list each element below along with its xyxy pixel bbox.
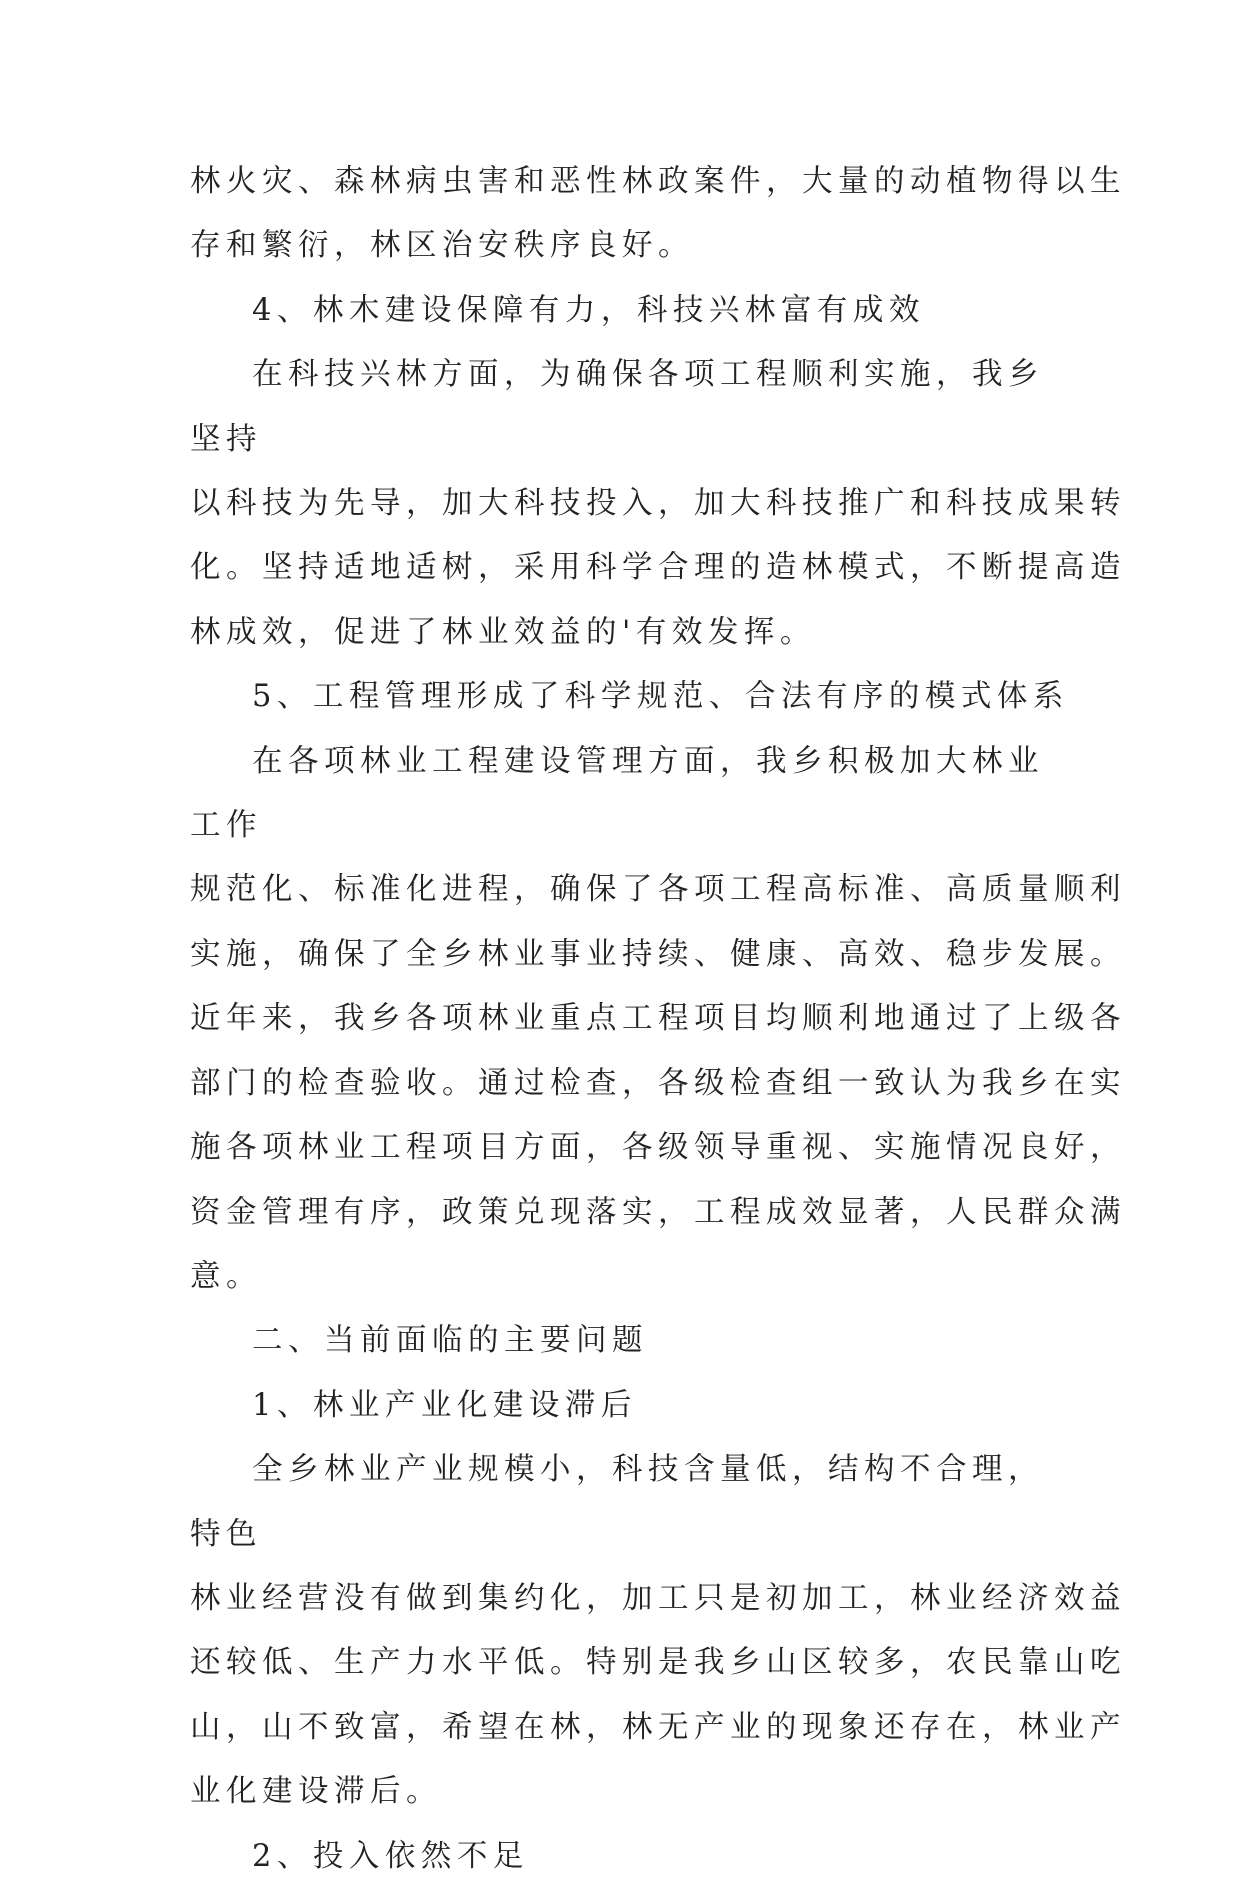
paragraph-project-management (190, 730, 1126, 1310)
heading-item-5 (190, 665, 1070, 729)
section-heading-2 (190, 1309, 1070, 1373)
text-line: 林火灾、森林病虫害和恶性林政案件，大量的动植物得以生 (190, 164, 1126, 199)
text-line: 在科技兴林方面，为确保各项工程顺利实施，我乡坚持 (190, 357, 1044, 457)
paragraph-industry-lag (190, 1438, 1126, 1824)
text-line: 资金管理有序，政策兑现落实，工程成效显著，人民群众满 (190, 1194, 1126, 1230)
text-line: 山，山不致富，希望在林，林无产业的现象还存在，林业产 (190, 1709, 1126, 1745)
text-line: 还较低、生产力水平低。特别是我乡山区较多，农民靠山吃 (190, 1645, 1126, 1681)
text-line: 规范化、标准化进程，确保了各项工程高标准、高质量顺利 (190, 872, 1126, 908)
text-line: 林业经营没有做到集约化，加工只是初加工，林业经济效益 (190, 1580, 1126, 1616)
text-line: 4、林木建设保障有力，科技兴林富有成效 (252, 292, 925, 328)
text-line: 在各项林业工程建设管理方面，我乡积极加大林业工作 (190, 743, 1044, 844)
document-body (190, 150, 1126, 1889)
heading-problem-2 (190, 1825, 1070, 1889)
text-line: 以科技为先导，加大科技投入，加大科技推广和科技成果转 (190, 486, 1126, 522)
text-line: 1、林业产业化建设滞后 (252, 1387, 637, 1423)
heading-problem-1 (190, 1374, 1070, 1438)
text-line: 近年来，我乡各项林业重点工程项目均顺利地通过了上级各 (190, 1001, 1126, 1037)
text-line: 林成效，促进了林业效益的'有效发挥。 (190, 614, 816, 650)
text-line: 全乡林业产业规模小，科技含量低，结构不合理，特色 (190, 1452, 1044, 1552)
text-line: 意。 (190, 1258, 262, 1294)
text-line: 化。坚持适地适树，采用科学合理的造林模式，不断提高造 (190, 550, 1126, 586)
text-line: 5、工程管理形成了科学规范、合法有序的模式体系 (252, 679, 1069, 715)
heading-item-4 (190, 279, 1070, 343)
paragraph-tech-forestry (190, 343, 1126, 665)
text-line: 施各项林业工程项目方面，各级领导重视、实施情况良好， (190, 1130, 1126, 1166)
text-line: 二、当前面临的主要问题 (252, 1323, 648, 1359)
text-line: 部门的检查验收。通过检查，各级检查组一致认为我乡在实 (190, 1065, 1126, 1101)
paragraph-forest-fire-continuation (190, 150, 1126, 279)
text-line: 实施，确保了全乡林业事业持续、健康、高效、稳步发展。 (190, 936, 1126, 972)
text-line: 业化建设滞后。 (190, 1774, 442, 1810)
text-line: 2、投入依然不足 (252, 1838, 529, 1874)
text-line: 存和繁衍，林区治安秩序良好。 (190, 228, 694, 264)
